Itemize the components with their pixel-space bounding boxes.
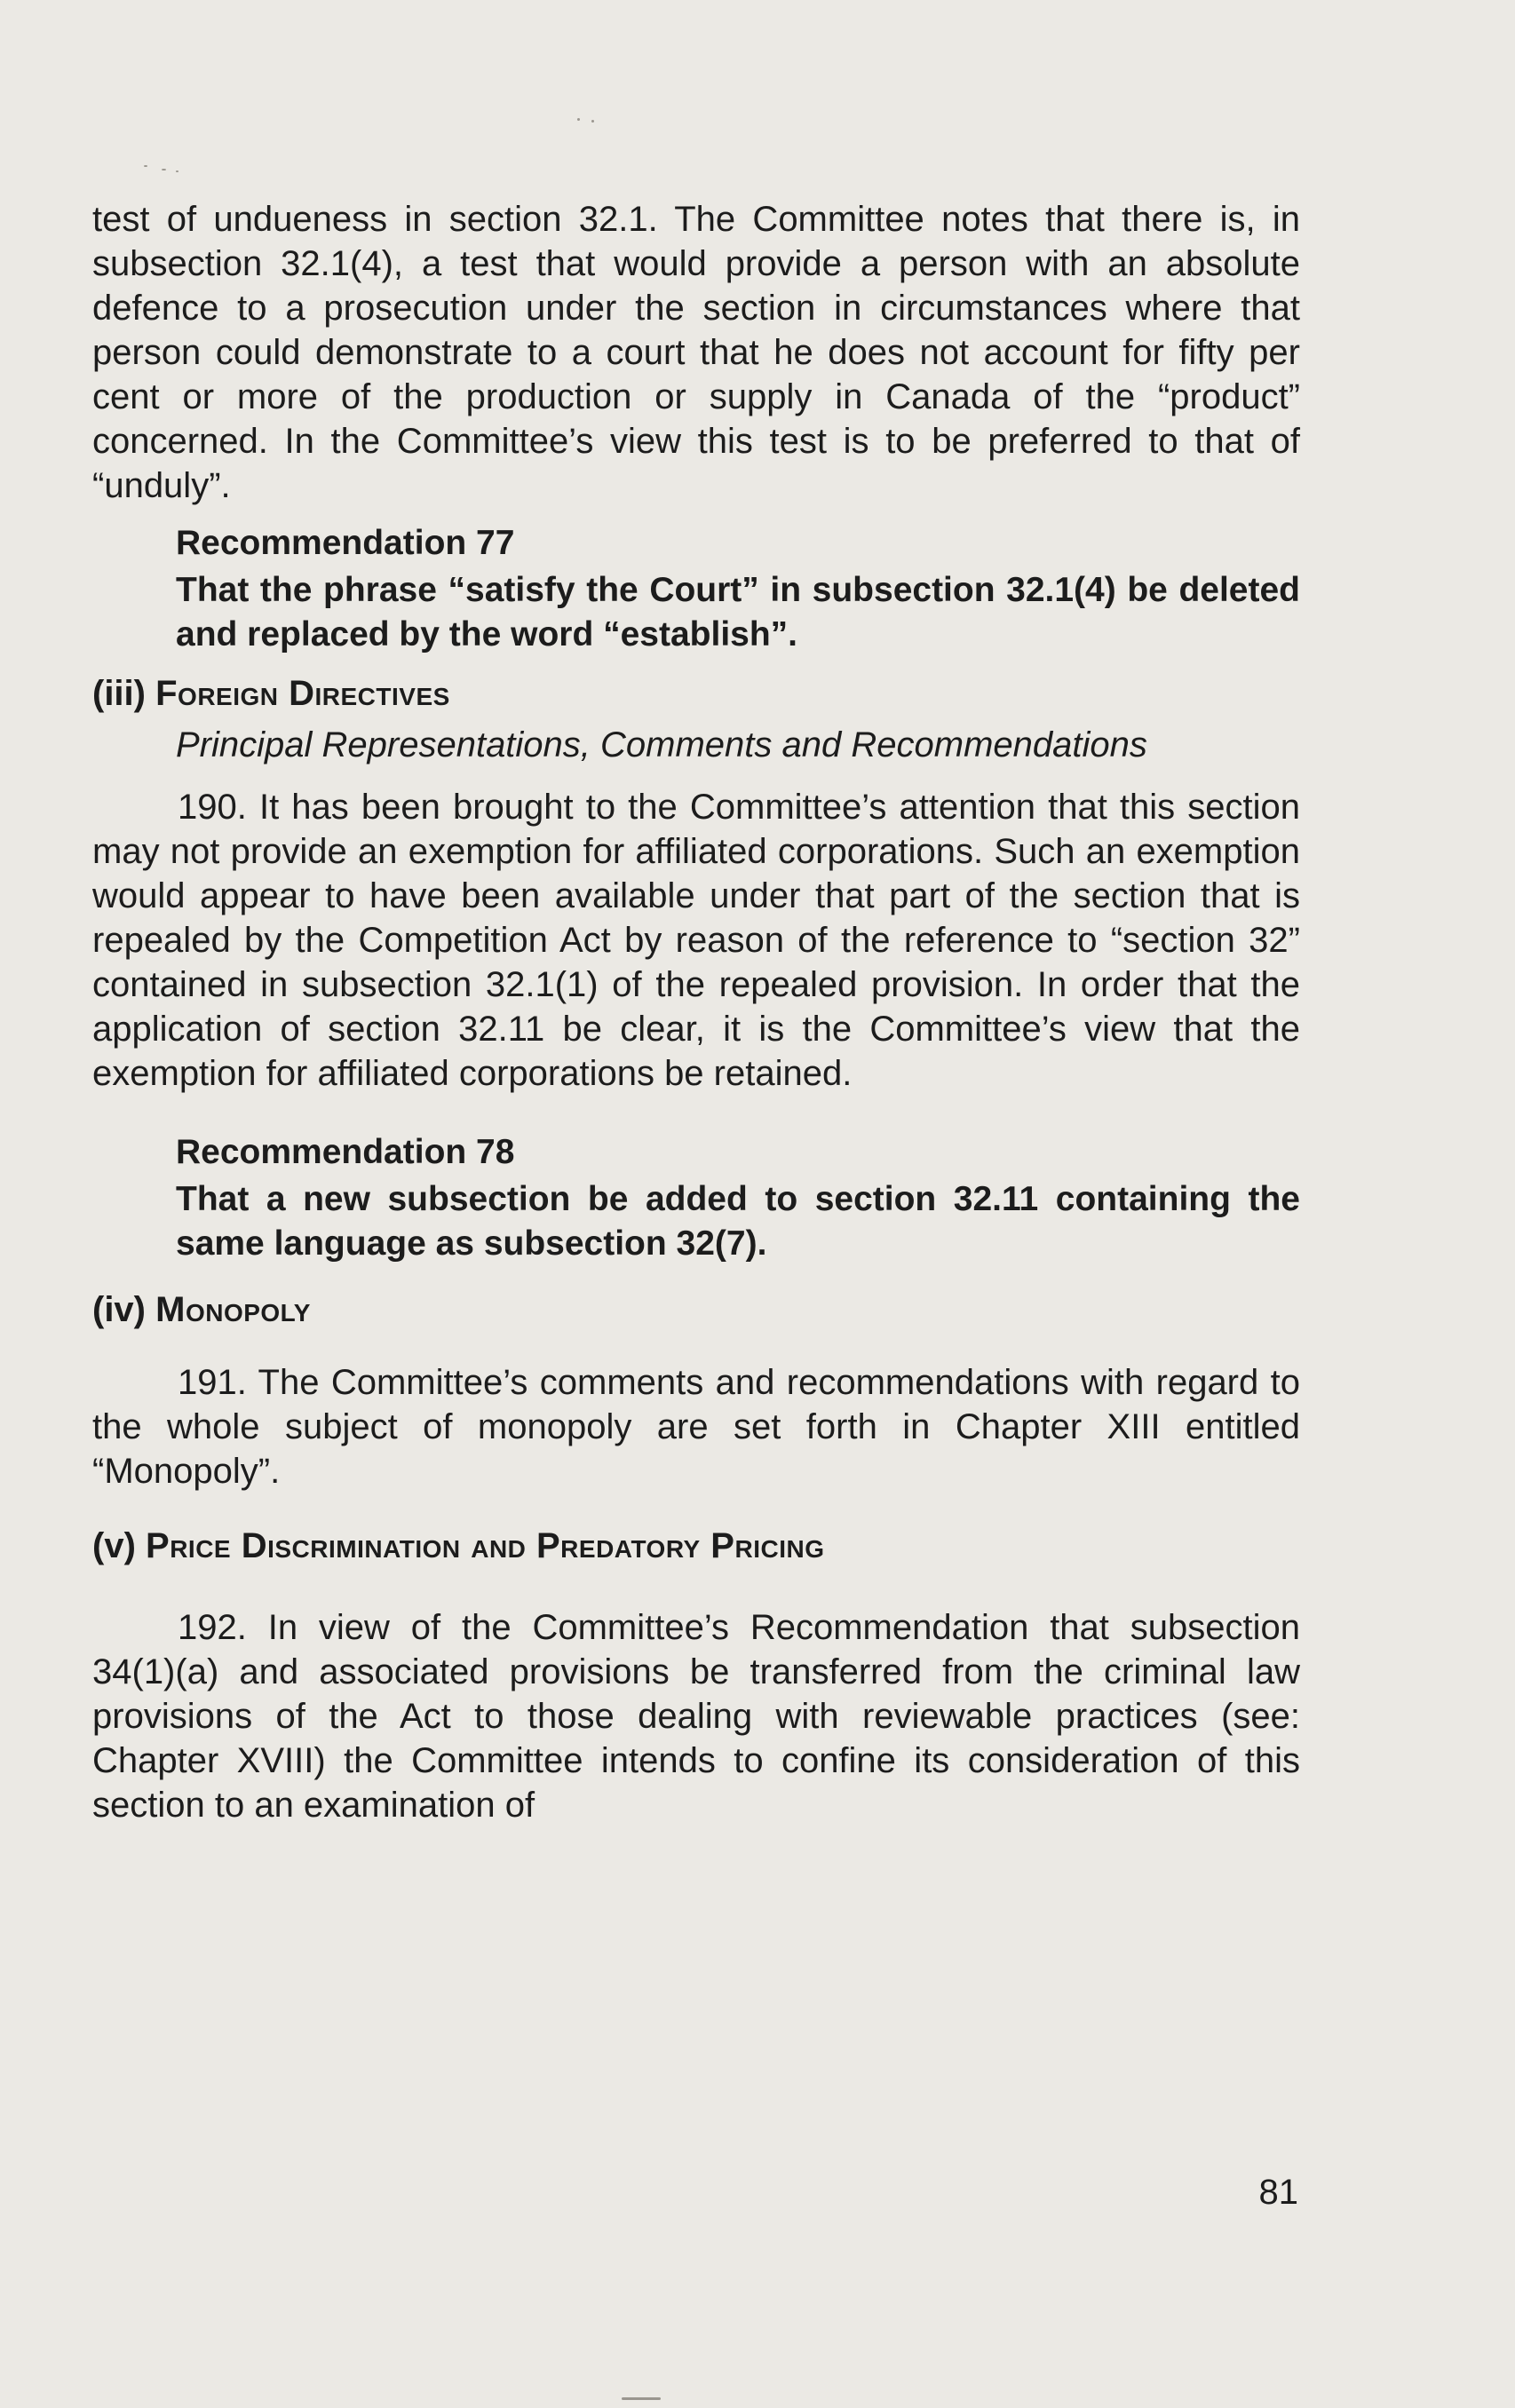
recommendation-77-body: That the phrase “satisfy the Court” in subsection 32.1(4) be deleted and replaced by the word “establish”.	[176, 571, 1300, 653]
section-v-title: Price Discrimination and Predatory Pricing	[146, 1526, 825, 1565]
paper-speck	[162, 169, 166, 170]
paper-speck	[144, 165, 147, 167]
paragraph-191: 191. The Committee’s comments and recommendations with regard to the whole subject of monopoly are set forth in Chapter XIII entitled “Monopoly”.	[92, 1363, 1300, 1491]
recommendation-78-body: That a new subsection be added to section 32.11 containing the same language as subsection 32(7).	[176, 1180, 1300, 1263]
section-iii-subheading: Principal Representations, Comments and Recommendations	[176, 725, 1147, 764]
section-iii-heading	[92, 671, 1300, 716]
recommendation-78-title: Recommendation 78	[176, 1133, 515, 1171]
paper-mark	[622, 2397, 661, 2400]
intro-paragraph: test of undueness in section 32.1. The Committee notes that there is, in subsection 32.1(4), a test that would provide a person with an absolute defence to a prosecution under the section in circumstances where that person could demonstrate to a court that he does not account for fifty per cent or more of the production or supply in Canada of the “product” concerned. In the Committee’s view this test is to be preferred to that of “unduly”.	[92, 200, 1300, 505]
section-iv-heading	[92, 1287, 1300, 1332]
section-v-number: (v)	[92, 1526, 136, 1565]
paragraph-192: 192. In view of the Committee’s Recommendation that subsection 34(1)(a) and associated provisions be transferred from the criminal law provisions of the Act to those dealing with reviewable practices (see: Chapter XVIII) the Committee intends to confine its consideration of this section to an examination of	[92, 1608, 1300, 1825]
paper-speck	[176, 170, 178, 172]
section-iii-title: Foreign Directives	[155, 674, 450, 713]
page-number: 81	[1258, 2173, 1298, 2212]
paragraph-190: 190. It has been brought to the Committee’s attention that this section may not provide an exemption for affiliated corporations. Such an exemption would appear to have been available under that part of the section that is repealed by the Competition Act by reason of the reference to “section 32” contained in subsection 32.1(1) of the repealed provision. In order that the application of section 32.11 be clear, it is the Committee’s view that the exemption for affiliated corporations be retained.	[92, 788, 1300, 1093]
section-iv-number: (iv)	[92, 1290, 146, 1329]
paper-speck	[591, 120, 594, 123]
section-iii-number: (iii)	[92, 674, 146, 713]
paper-speck	[577, 118, 580, 121]
main-text	[92, 197, 1300, 1827]
section-iv-title: Monopoly	[155, 1290, 311, 1329]
recommendation-77-title: Recommendation 77	[176, 524, 515, 562]
section-v-heading	[92, 1524, 1300, 1568]
